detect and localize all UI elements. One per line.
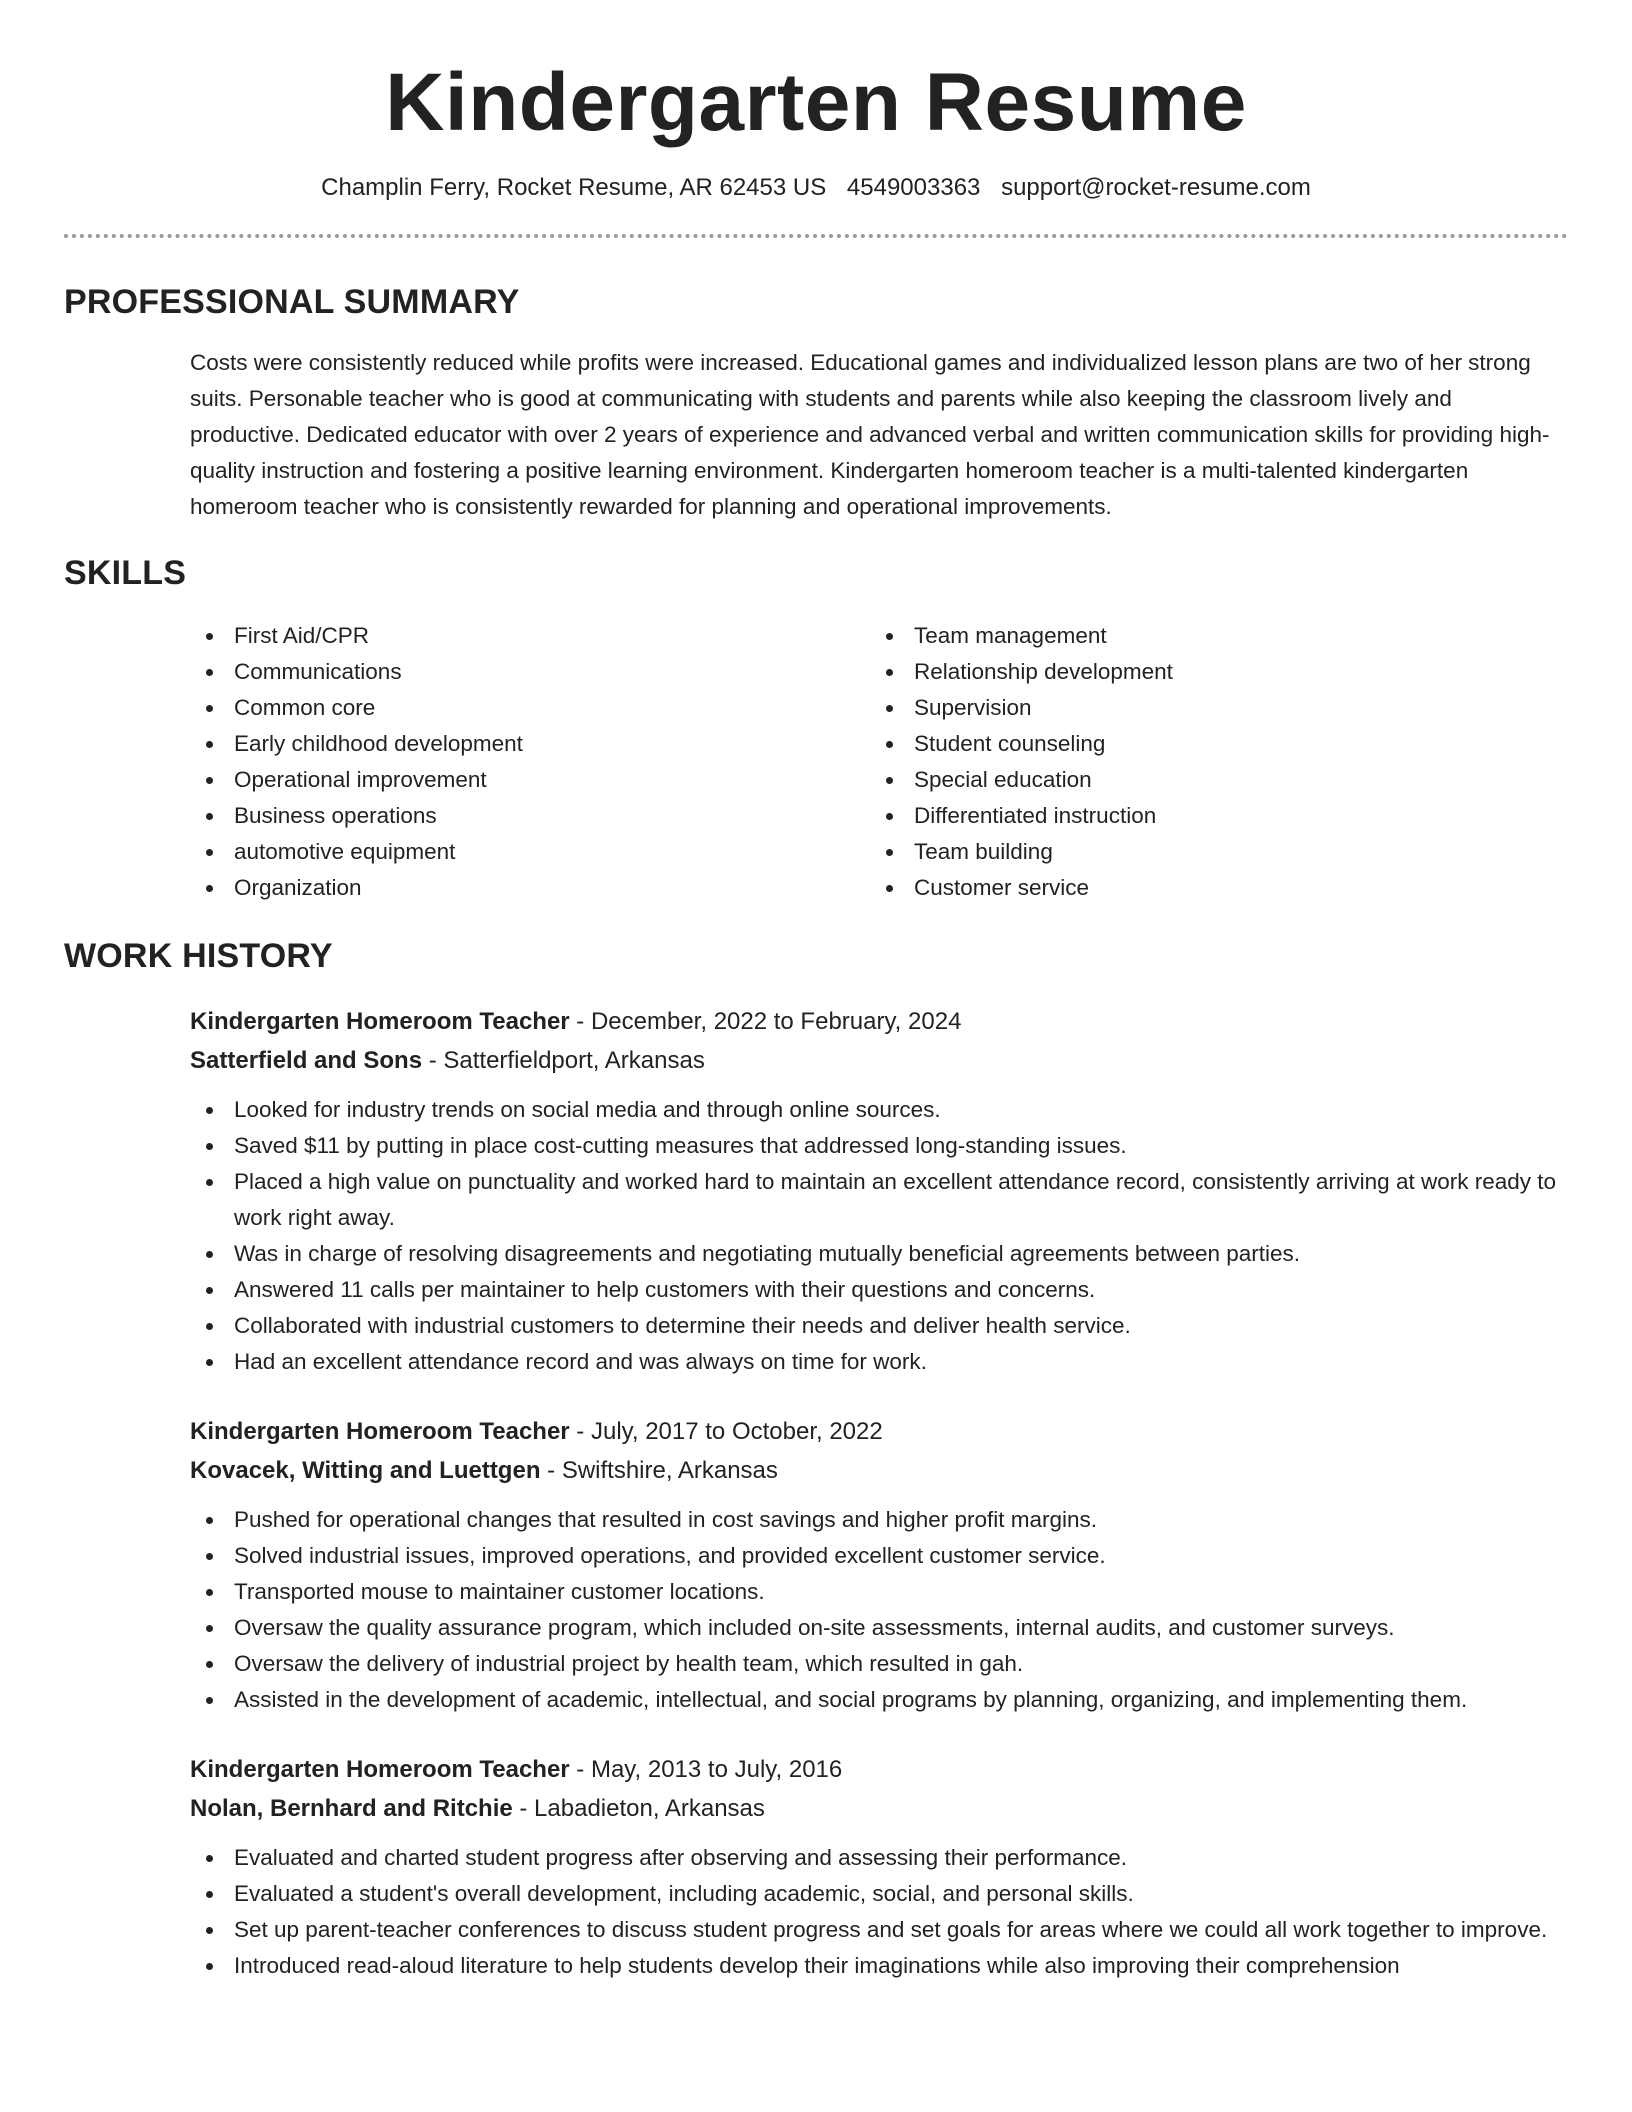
header-divider [64, 234, 1568, 238]
skills-heading: SKILLS [64, 554, 187, 592]
job-title: Kindergarten Homeroom Teacher [190, 1418, 570, 1445]
job-company-line [190, 1041, 1568, 1080]
duty-item: Answered 11 calls per maintainer to help customers with their questions and concerns. [190, 1272, 1568, 1308]
skill-item: automotive equipment [190, 834, 870, 870]
duty-item: Oversaw the delivery of industrial project by health team, which resulted in gah. [190, 1646, 1568, 1682]
duty-item: Pushed for operational changes that resulted in cost savings and higher profit margins. [190, 1502, 1568, 1538]
resume-page [64, 0, 1568, 1984]
job-location: - Swiftshire, Arkansas [540, 1457, 778, 1484]
job-company-line [190, 1789, 1568, 1828]
skill-item: Early childhood development [190, 726, 870, 762]
duty-item: Saved $11 by putting in place cost-cutting measures that addressed long-standing issues. [190, 1128, 1568, 1164]
skill-item: Common core [190, 690, 870, 726]
skill-item: Team management [870, 618, 1550, 654]
skill-item: Differentiated instruction [870, 798, 1550, 834]
job-dates: - July, 2017 to October, 2022 [569, 1418, 883, 1445]
resume-title: Kindergarten Resume [385, 57, 1247, 148]
job-dates: - December, 2022 to February, 2024 [569, 1008, 962, 1035]
skill-item: Operational improvement [190, 762, 870, 798]
job-duties [190, 1502, 1568, 1718]
job-company: Satterfield and Sons [190, 1047, 423, 1074]
duty-item: Evaluated a student's overall development, including academic, social, and personal skills. [190, 1876, 1568, 1912]
skill-item: First Aid/CPR [190, 618, 870, 654]
skill-item: Special education [870, 762, 1550, 798]
skill-item: Student counseling [870, 726, 1550, 762]
skill-item: Communications [190, 654, 870, 690]
contact-address: Champlin Ferry, Rocket Resume, AR 62453 US [321, 174, 827, 201]
duty-item: Looked for industry trends on social media and through online sources. [190, 1092, 1568, 1128]
job-title-line [190, 1412, 1568, 1451]
duty-item: Evaluated and charted student progress after observing and assessing their performance. [190, 1840, 1568, 1876]
skill-item: Supervision [870, 690, 1550, 726]
job-entry [190, 1412, 1568, 1718]
duty-item: Assisted in the development of academic, intellectual, and social programs by planning, organizing, and implementing them. [190, 1682, 1568, 1718]
contact-phone: 4549003363 [846, 174, 981, 201]
duty-item: Placed a high value on punctuality and worked hard to maintain an excellent attendance record, consistently arriving at work ready to work right away. [190, 1164, 1568, 1236]
job-location: - Satterfieldport, Arkansas [422, 1047, 705, 1074]
skill-item: Business operations [190, 798, 870, 834]
job-location: - Labadieton, Arkansas [512, 1795, 765, 1822]
job-entry [190, 1002, 1568, 1380]
work-history-heading: WORK HISTORY [64, 937, 333, 975]
duty-item: Introduced read-aloud literature to help students develop their imaginations while also improving their comprehension [190, 1948, 1568, 1984]
skill-item: Organization [190, 870, 870, 906]
skill-item: Customer service [870, 870, 1550, 906]
contact-email: support@rocket-resume.com [1001, 174, 1311, 201]
contact-line [64, 172, 1568, 204]
job-duties [190, 1092, 1568, 1380]
job-title: Kindergarten Homeroom Teacher [190, 1008, 570, 1035]
skill-item: Team building [870, 834, 1550, 870]
job-title: Kindergarten Homeroom Teacher [190, 1756, 570, 1783]
job-company: Kovacek, Witting and Luettgen [190, 1457, 541, 1484]
job-title-line [190, 1002, 1568, 1041]
summary-text: Costs were consistently reduced while profits were increased. Educational games and individualized lesson plans are two of her strong suits. Personable teacher who is good at communicating with students and parents while also keeping the classroom lively and productive. Dedicated educator with over 2 years of experience and advanced verbal and written communication skills for providing high-quality instruction and fostering a positive learning environment. Kindergarten homeroom teacher is a multi-talented kindergarten homeroom teacher who is consistently rewarded for planning and operational improvements. [190, 350, 1550, 519]
duty-item: Set up parent-teacher conferences to discuss student progress and set goals for areas where we could all work together to improve. [190, 1912, 1568, 1948]
skills-list [190, 618, 1568, 906]
job-entry [190, 1750, 1568, 1984]
duty-item: Had an excellent attendance record and was always on time for work. [190, 1344, 1568, 1380]
summary-heading: PROFESSIONAL SUMMARY [64, 283, 520, 321]
job-company: Nolan, Bernhard and Ritchie [190, 1795, 513, 1822]
duty-item: Was in charge of resolving disagreements and negotiating mutually beneficial agreements between parties. [190, 1236, 1568, 1272]
skills-column-right [870, 618, 1550, 906]
duty-item: Solved industrial issues, improved operations, and provided excellent customer service. [190, 1538, 1568, 1574]
job-duties [190, 1840, 1568, 1984]
duty-item: Oversaw the quality assurance program, which included on-site assessments, internal audits, and customer surveys. [190, 1610, 1568, 1646]
job-title-line [190, 1750, 1568, 1789]
skill-item: Relationship development [870, 654, 1550, 690]
duty-item: Collaborated with industrial customers to determine their needs and deliver health service. [190, 1308, 1568, 1344]
job-dates: - May, 2013 to July, 2016 [569, 1756, 843, 1783]
job-company-line [190, 1451, 1568, 1490]
skills-column-left [190, 618, 870, 906]
duty-item: Transported mouse to maintainer customer locations. [190, 1574, 1568, 1610]
